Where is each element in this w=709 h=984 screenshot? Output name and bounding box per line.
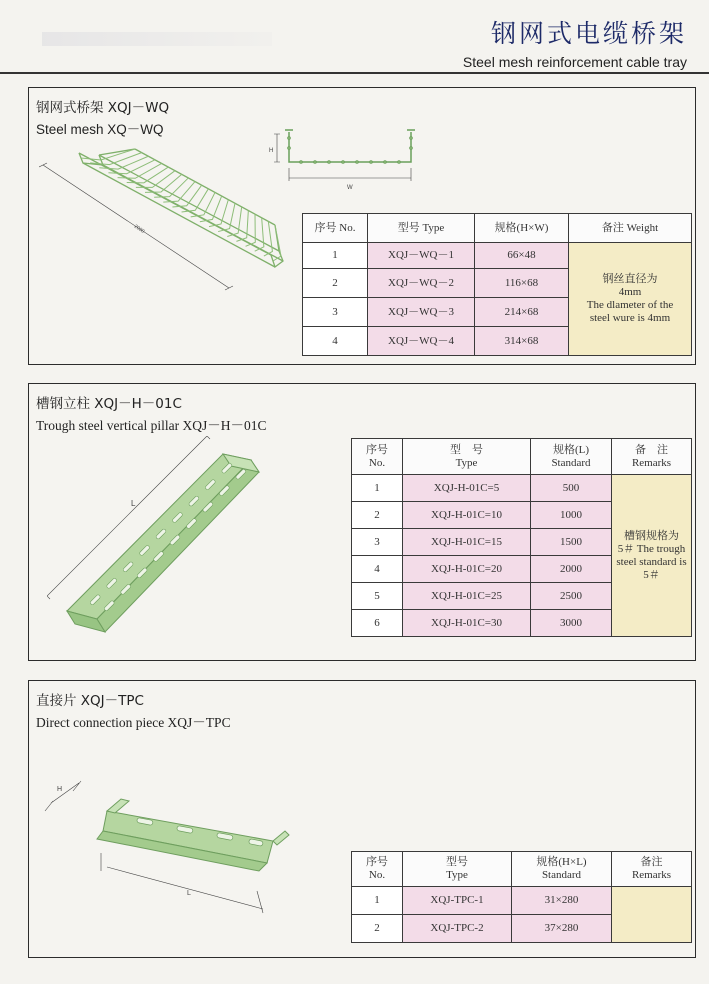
weight-note [569,243,692,356]
page-subtitle: Steel mesh reinforcement cable tray [462,54,687,70]
cell-type: XQJ－WQ－2 [368,269,475,298]
note-line: The dlameter of the [586,299,674,311]
section-title-zh: 钢网式桥架 XQJ－WQ [36,100,170,116]
cell-no: 1 [352,887,403,915]
mesh-length-label: 2000 [132,223,146,235]
cell-no: 5 [352,583,403,610]
cell-no: 3 [303,298,368,327]
note-line: 槽钢规格为 [624,529,679,542]
cell-no: 3 [352,529,403,556]
col-header-standard-en: Standard [541,869,582,881]
cell-no: 1 [303,243,368,269]
col-header-type-en: Type [446,869,468,881]
cell-type: XQJ-H-01C=10 [403,502,531,529]
col-header-remarks-en: Remarks [631,869,672,881]
remarks-note [612,887,692,943]
col-header-type-zh: 型 号 [450,443,483,456]
col-header-no [352,439,403,475]
col-header-remarks-en: Remarks [631,456,672,469]
cell-type: XQJ-H-01C=30 [403,610,531,637]
table-row [352,475,692,502]
cell-no: 2 [352,915,403,943]
piece-length-label: L [187,890,191,897]
mesh-tray-drawing [39,143,289,298]
page-title: 钢网式电缆桥架 [490,19,687,48]
cell-type: XQJ-TPC-1 [403,887,512,915]
cell-spec: 2000 [531,556,612,583]
connection-piece-drawing [37,771,297,931]
section-steel-mesh [28,87,696,365]
note-line: 钢丝直径为 [602,273,658,285]
header-faint-mark [42,32,272,46]
col-header-type-en: Type [455,456,478,469]
cell-type: XQJ-H-01C=25 [403,583,531,610]
cell-spec: 1000 [531,502,612,529]
cell-type: XQJ-H-01C=20 [403,556,531,583]
section-title-zh: 槽钢立柱 XQJ－H－01C [36,396,182,412]
col-header-no-en: No. [368,456,386,469]
pillar-length-label: L [131,499,136,508]
col-header-no-zh: 序号 [366,856,388,868]
note-line: steel wure is 4mm [589,312,671,324]
piece-height-label: H [57,786,63,793]
note-line: steel standard is [616,555,687,568]
col-header-no-en: No. [368,869,386,881]
cell-no: 1 [352,475,403,502]
cell-type: XQJ－WQ－3 [368,298,475,327]
cell-no: 2 [303,269,368,298]
cell-type: XQJ－WQ－1 [368,243,475,269]
cell-no: 6 [352,610,403,637]
mesh-height-label: H [269,148,274,154]
col-header-remarks [612,852,692,887]
cell-spec: 214×68 [475,298,569,327]
cell-spec: 2500 [531,583,612,610]
cell-no: 4 [352,556,403,583]
col-header-type [403,439,531,475]
col-header-no [352,852,403,887]
cell-type: XQJ-TPC-2 [403,915,512,943]
mesh-spec-table [302,213,692,356]
col-header-spec: 规格(H×W) [475,214,569,243]
section-title-en: Steel mesh XQ－WQ [36,122,164,137]
col-header-no: 序号 No. [303,214,368,243]
note-line: 4mm [618,286,642,298]
cell-spec: 314×68 [475,327,569,356]
col-header-standard-zh: 规格(L) [552,443,590,456]
col-header-type-zh: 型号 [446,856,468,868]
table-row [352,887,692,915]
cell-spec: 1500 [531,529,612,556]
col-header-remarks [612,439,692,475]
cell-spec: 3000 [531,610,612,637]
remarks-note [612,475,692,637]
section-title-en: Direct connection piece XQJ－TPC [36,715,231,730]
cell-no: 4 [303,327,368,356]
col-header-remarks-zh: 备 注 [635,443,668,456]
mesh-cross-section [267,126,417,204]
col-header-type: 型号 Type [368,214,475,243]
col-header-type [403,852,512,887]
col-header-standard-en: Standard [551,456,591,469]
cell-spec: 66×48 [475,243,569,269]
col-header-no-zh: 序号 [366,443,388,456]
header-rule [0,72,709,74]
col-header-weight: 备注 Weight [569,214,692,243]
pillar-spec-table [351,438,692,637]
col-header-standard [512,852,612,887]
cell-type: XQJ－WQ－4 [368,327,475,356]
trough-pillar-drawing [47,436,277,651]
cell-type: XQJ-H-01C=5 [403,475,531,502]
piece-spec-table [351,851,692,943]
col-header-standard [531,439,612,475]
cell-spec: 37×280 [512,915,612,943]
cell-spec: 500 [531,475,612,502]
col-header-standard-zh: 规格(H×L) [536,856,587,868]
cell-spec: 31×280 [512,887,612,915]
cell-spec: 116×68 [475,269,569,298]
col-header-remarks-zh: 备注 [640,856,663,868]
section-title-zh: 直接片 XQJ－TPC [36,693,144,709]
section-title-en: Trough steel vertical pillar XQJ－H－01C [36,418,267,433]
mesh-width-label: W [347,185,353,191]
cell-type: XQJ-H-01C=15 [403,529,531,556]
table-row [303,243,692,269]
note-line: 5＃ The trough [617,542,686,555]
cell-no: 2 [352,502,403,529]
note-line: 5＃ [643,568,660,581]
section-connection-piece [28,680,696,958]
section-trough-pillar [28,383,696,661]
